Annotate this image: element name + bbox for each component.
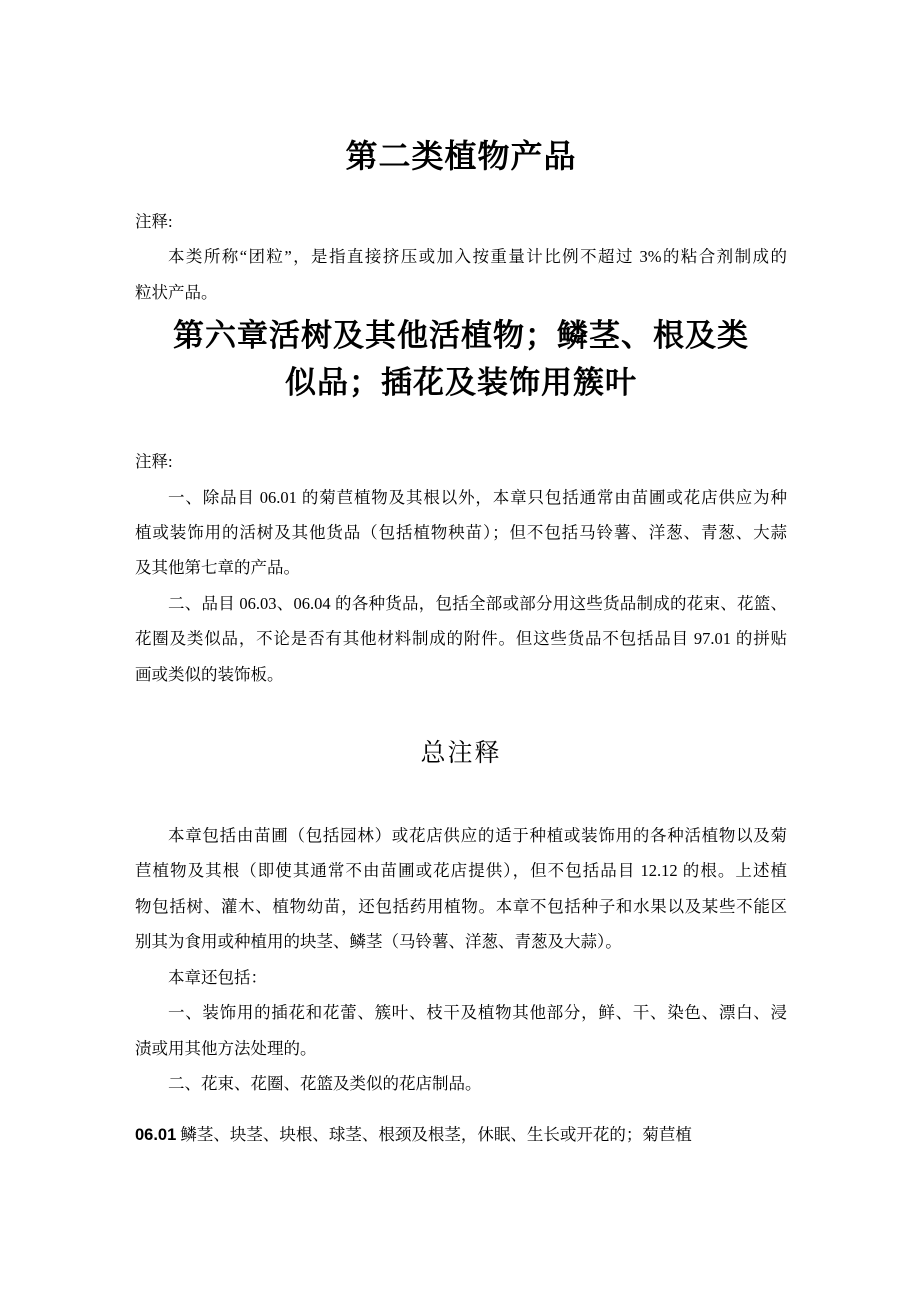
note-line: 画或类似的装饰板。	[135, 664, 284, 684]
heading-0601-code: 06.01	[135, 1126, 177, 1145]
paragraph-line: 本章包括由苗圃（包括园林）或花店供应的适于种植或装饰用的各种活植物以及菊	[168, 826, 787, 846]
list-item-line: 二、花束、花圈、花篮及类似的花店制品。	[168, 1073, 482, 1093]
paragraph-line: 苣植物及其根（即使其通常不由苗圃或花店提供），但不包括品目 12.12 的根。上述植	[135, 861, 787, 881]
list-item-line: 渍或用其他方法处理的。	[135, 1038, 317, 1058]
general-notes-title: 总注释	[420, 740, 502, 768]
section-notes	[135, 204, 787, 310]
also-includes-label: 本章还包括：	[168, 967, 267, 987]
notes-label: 注释:	[135, 212, 173, 231]
note-line: 花圈及类似品，不论是否有其他材料制成的附件。但这些货品不包括品目 97.01 的拼贴	[135, 629, 787, 649]
notes-label: 注释:	[135, 452, 173, 472]
chapter-title-line: 似品；插花及装饰用簇叶	[285, 365, 637, 401]
note-line: 粒状产品。	[135, 282, 218, 302]
note-line: 及其他第七章的产品。	[135, 558, 300, 578]
list-item-line: 一、装饰用的插花和花蕾、簇叶、枝干及植物其他部分，鲜、干、染色、漂白、浸	[168, 1003, 787, 1023]
paragraph-line: 别其为食用或种植用的块茎、鳞茎（马铃薯、洋葱、青葱及大蒜）。	[135, 932, 622, 952]
chapter-notes	[135, 444, 787, 692]
chapter-title-line: 第六章活树及其他活植物；鳞茎、根及类	[173, 318, 749, 354]
note-line: 本类所称“团粒”，是指直接挤压或加入按重量计比例不超过 3%的粘合剂制成的	[168, 247, 787, 267]
paragraph-line: 物包括树、灌木、植物幼苗，还包括药用植物。本章不包括种子和水果以及某些不能区	[135, 896, 787, 916]
heading-0601	[135, 1117, 787, 1153]
note-line: 一、除品目 06.01 的菊苣植物及其根以外，本章只包括通常由苗圃或花店供应为种	[168, 487, 787, 507]
section-title: 第二类植物产品	[345, 138, 577, 174]
chapter-title	[135, 312, 787, 406]
note-line: 植或装饰用的活树及其他货品（包括植物秧苗）；但不包括马铃薯、洋葱、青葱、大蒜	[135, 523, 787, 543]
general-notes	[135, 818, 787, 1101]
heading-0601-text: 鳞茎、块茎、块根、球茎、根颈及根茎，休眠、生长或开花的；菊苣植	[180, 1125, 692, 1145]
note-line: 二、品目 06.03、06.04 的各种货品，包括全部或部分用这些货品制成的花束、花篮、	[168, 593, 787, 613]
